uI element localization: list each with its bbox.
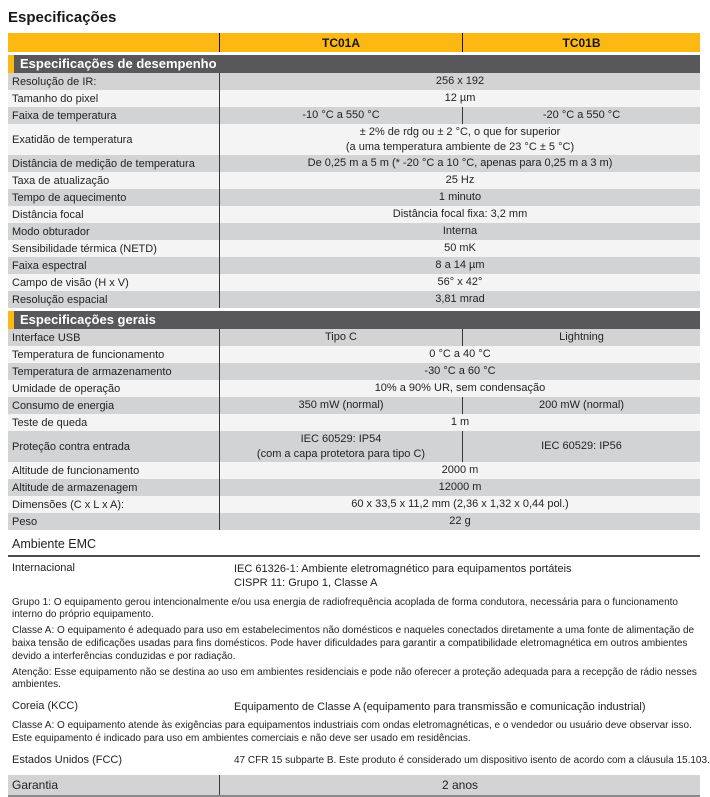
row-value-tc01a: Tipo C: [220, 329, 463, 346]
spec-row-drop-test: [8, 414, 700, 431]
row-value-tc01b: Lightning: [559, 331, 604, 344]
row-value: 3,81 mrad: [435, 293, 485, 306]
row-label: Interface USB: [8, 329, 220, 346]
row-value-tc01b: IEC 60529: IP56: [541, 440, 622, 453]
row-value: 1 m: [450, 416, 470, 429]
emc-row-usa-fcc: [8, 749, 710, 770]
row-label: Dimensões (C x L x A):: [8, 496, 220, 513]
spec-row-dimensions: [8, 496, 700, 513]
section-header-performance: Especificações de desempenho: [8, 55, 700, 73]
spec-row-warmup-time: [8, 189, 700, 206]
warranty-row: [8, 775, 700, 797]
row-value: 2000 m: [441, 464, 479, 477]
row-label: Altitude de armazenagem: [8, 479, 220, 496]
spec-row-fov: [8, 274, 700, 291]
spec-row-operating-temp: [8, 346, 700, 363]
row-label: Distância focal: [8, 206, 220, 223]
row-value-tc01a: [220, 431, 463, 462]
row-value: Distância focal fixa: 3,2 mm: [392, 208, 528, 221]
row-value-line2: (com a capa protetora para tipo C): [256, 447, 426, 460]
row-value: 256 x 192: [435, 75, 485, 88]
spec-row-focal-distance: [8, 206, 700, 223]
row-value: 1 minuto: [438, 191, 482, 204]
row-value: 22 g: [449, 515, 471, 528]
spec-row-refresh-rate: [8, 172, 700, 189]
spec-row-pixel-size: [8, 90, 700, 107]
emc-note-atencao: Atenção: Esse equipamento não se destina ao uso em ambientes residenciais e pode não oferecer a proteção adequada para a recepção de rádio nesses ambientes.: [12, 666, 697, 691]
row-label: Distância de medição de temperatura: [8, 155, 220, 172]
row-label: Sensibilidade térmica (NETD): [8, 240, 220, 257]
emc-row-label: Internacional: [12, 562, 75, 574]
table-header: [8, 33, 700, 52]
spec-row-accuracy: [8, 124, 700, 155]
row-label: Tamanho do pixel: [8, 90, 220, 107]
emc-note-korea-class-a: Classe A: O equipamento atende às exigências para equipamentos industriais com ondas eletromagnéticas, e o vendedor ou usuário deve observar isso. Este equipamento é indicado para uso em ambientes comerciais e não deve ser usado em residências.: [12, 720, 692, 745]
row-value: 12000 m: [438, 481, 482, 494]
spec-row-spectral-range: [8, 257, 700, 274]
column-header-tc01b: TC01B: [562, 35, 601, 50]
row-label: Taxa de atualização: [8, 172, 220, 189]
row-label: Resolução de IR:: [8, 73, 220, 90]
row-label: Temperatura de armazenamento: [8, 363, 220, 380]
row-value: 0 °C a 40 °C: [429, 348, 491, 361]
row-value: 2 anos: [441, 778, 479, 793]
spec-row-ir-resolution: [8, 73, 700, 90]
emc-row-international: [8, 557, 700, 594]
row-label: Modo obturador: [8, 223, 220, 240]
emc-section: [8, 530, 710, 797]
row-value: 8 a 14 µm: [435, 259, 485, 272]
emc-row-korea: [8, 695, 700, 717]
row-value-tc01b: 200 mW (normal): [539, 399, 624, 412]
emc-note-class-a: Classe A: O equipamento é adequado para uso em estabelecimentos não domésticos e naqueles conectados diretamente a uma fonte de alimentação de baixa tensão de edificações usadas para fins domésticos. Pode haver dificuldades para garantir a compatibilidade eletromagnética em outros ambientes devido a interferências conduzidas e por radiação.: [12, 625, 695, 662]
spec-row-humidity: [8, 380, 700, 397]
spec-row-power-consumption: [8, 397, 700, 414]
emc-row-label: Coreia (KCC): [12, 700, 79, 713]
row-label: Consumo de energia: [8, 397, 220, 414]
spec-row-spatial-resolution: [8, 291, 700, 308]
emc-row-label: Estados Unidos (FCC): [12, 754, 123, 767]
row-label: Altitude de funcionamento: [8, 462, 220, 479]
row-value-tc01a: -10 °C a 550 °C: [220, 107, 463, 124]
column-header-empty: [8, 33, 220, 52]
row-label: Campo de visão (H x V): [8, 274, 220, 291]
row-value-line1: ± 2% de rdg ou ± 2 °C, o que for superior: [359, 126, 561, 139]
emc-row-value: Equipamento de Classe A (equipamento para transmissão e comunicação industrial): [234, 701, 646, 714]
column-header-tc01a: TC01A: [220, 33, 463, 52]
row-label: Exatidão de temperatura: [8, 124, 220, 155]
spec-row-usb-interface: [8, 329, 700, 346]
row-label: Faixa espectral: [8, 257, 220, 274]
emc-value-line2: CISPR 11: Grupo 1, Classe A: [234, 577, 378, 590]
row-value-line2: (a uma temperatura ambiente de 23 °C ± 5 °C): [345, 140, 575, 153]
row-label: Faixa de temperatura: [8, 107, 220, 124]
spec-row-measure-distance: [8, 155, 700, 172]
row-label: Proteção contra entrada: [8, 431, 220, 462]
row-label: Teste de queda: [8, 414, 220, 431]
row-label: Temperatura de funcionamento: [8, 346, 220, 363]
spec-row-netd: [8, 240, 700, 257]
row-label: Garantia: [8, 775, 220, 795]
emc-note-group1: Grupo 1: O equipamento gerou intencionalmente e/ou usa energia de radiofrequência acoplada de forma condutora, necessária para o funcionamento interno do próprio equipamento.: [12, 596, 678, 621]
row-value-tc01b: -20 °C a 550 °C: [542, 109, 621, 122]
spec-row-shutter-mode: [8, 223, 700, 240]
section-header-general: Especificações gerais: [8, 311, 700, 329]
row-value: 50 mK: [444, 242, 476, 255]
row-value-tc01a: 350 mW (normal): [220, 397, 463, 414]
emc-row-value: 47 CFR 15 subparte B. Este produto é considerado um dispositivo isento de acordo com a cláusula 15.103.: [234, 755, 710, 767]
row-label: Peso: [8, 513, 220, 530]
row-value: 60 x 33,5 x 11,2 mm (2,36 x 1,32 x 0,44 pol.): [351, 498, 569, 511]
emc-row-value: [234, 562, 700, 591]
row-value: 25 Hz: [445, 174, 475, 187]
row-value: -30 °C a 60 °C: [424, 365, 496, 378]
row-value: 56° x 42°: [437, 276, 483, 289]
row-value: De 0,25 m a 5 m (* -20 °C a 10 °C, apenas para 0,25 m a 3 m): [307, 157, 613, 170]
row-value: 10% a 90% UR, sem condensação: [374, 382, 546, 395]
spec-row-storage-temp: [8, 363, 700, 380]
page-title: Especificações: [8, 9, 117, 26]
spec-row-ingress-protection: [8, 431, 700, 462]
spec-row-temp-range: [8, 107, 700, 124]
emc-value-line1: IEC 61326-1: Ambiente eletromagnético para equipamentos portáteis: [234, 563, 572, 575]
row-label: Tempo de aquecimento: [8, 189, 220, 206]
row-value: [220, 124, 700, 155]
row-label: Resolução espacial: [8, 291, 220, 308]
spec-table: [8, 33, 700, 530]
spec-row-weight: [8, 513, 700, 530]
spec-row-operating-altitude: [8, 462, 700, 479]
row-value-line1: IEC 60529: IP54: [300, 433, 382, 446]
row-value: 12 µm: [444, 92, 476, 105]
row-label: Umidade de operação: [8, 380, 220, 397]
emc-section-title: Ambiente EMC: [8, 530, 700, 557]
row-value: Interna: [442, 225, 478, 238]
spec-row-storage-altitude: [8, 479, 700, 496]
